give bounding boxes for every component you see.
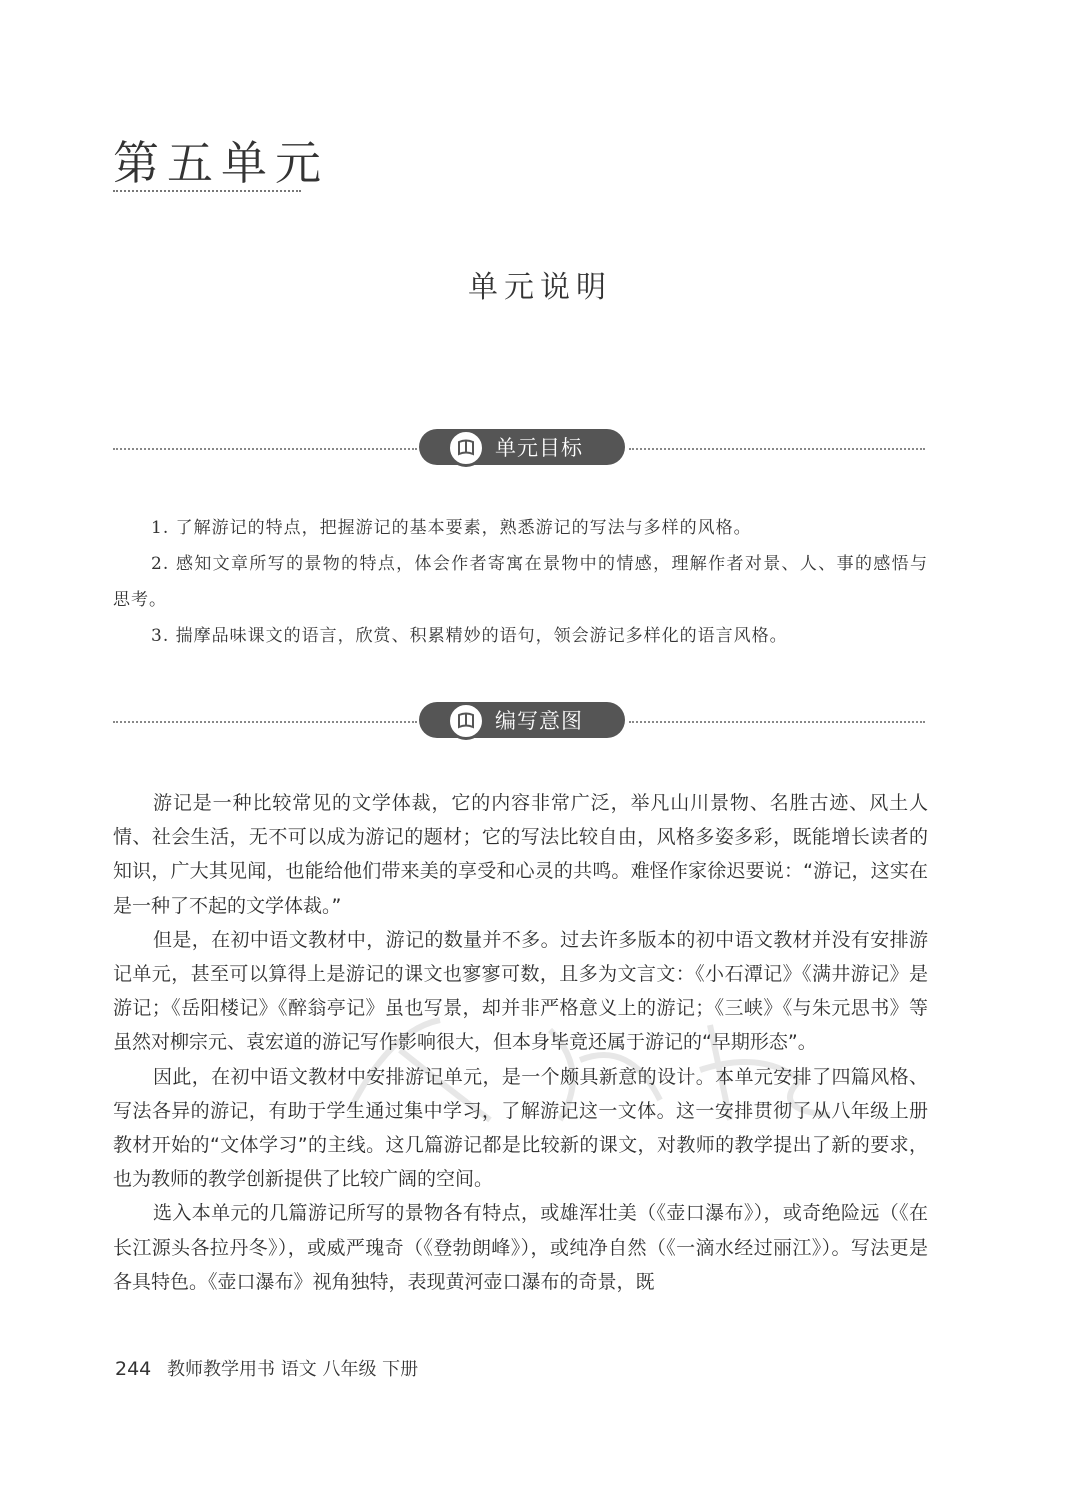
paragraph: 但是，在初中语文教材中，游记的数量并不多。过去许多版本的初中语文教材并没有安排游记单元，甚至可以算得上是游记的课文也寥寥可数，且多为文言文：《小石潭记》《满井游记》是游记；《岳阳楼记》《醉翁亭记》虽也写景，却并非严格意义上的游记；《三峡》《与朱元思书》等虽然对柳宗元、袁宏道的游记写作影响很大，但本身毕竟还属于游记的“早期形态”。 [113, 928, 928, 1054]
paragraph: 因此，在初中语文教材中安排游记单元，是一个颇具新意的设计。本单元安排了四篇风格、写法各异的游记，有助于学生通过集中学习，了解游记这一文体。这一安排贯彻了从八年级上册教材开始的“文体学习”的主线。这几篇游记都是比较新的课文，对教师的教学提出了新的要求，也为教师的教学创新提供了比较广阔的空间。 [113, 1065, 928, 1191]
dotted-rule-right [629, 721, 925, 723]
goal-item: 2. 感知文章所写的景物的特点，体会作者寄寓在景物中的情感，理解作者对景、人、事的感悟与思考。 [113, 554, 928, 610]
goals-banner [419, 429, 625, 465]
page-footer [115, 1356, 418, 1383]
goals-banner-row [113, 429, 925, 469]
book-icon [447, 429, 485, 467]
page-number: 244 [115, 1358, 152, 1380]
dotted-rule-left [113, 448, 417, 450]
goals-list [113, 510, 928, 654]
dotted-rule-right [629, 448, 925, 450]
unit-title-underline [113, 190, 301, 192]
intent-banner [419, 702, 625, 738]
paragraph: 选入本单元的几篇游记所写的景物各有特点，或雄浑壮美（《壶口瀑布》），或奇绝险远（《在长江源头各拉丹冬》），或威严瑰奇（《登勃朗峰》），或纯净自然（《一滴水经过丽江》）。写法更是各具特色。《壶口瀑布》视角独特，表现黄河壶口瀑布的奇景，既 [113, 1202, 928, 1293]
intent-body [113, 786, 928, 1299]
intent-banner-row [113, 702, 925, 742]
book-icon [447, 702, 485, 740]
book-title: 教师教学用书 语文 八年级 下册 [167, 1359, 419, 1380]
section-heading: 单元说明 [468, 270, 612, 305]
intent-banner-label: 编写意图 [495, 709, 583, 733]
paragraph: 游记是一种比较常见的文学体裁，它的内容非常广泛，举凡山川景物、名胜古迹、风土人情、社会生活，无不可以成为游记的题材；它的写法比较自由，风格多姿多彩，既能增长读者的知识，广大其见闻，也能给他们带来美的享受和心灵的共鸣。难怪作家徐迟要说：“游记，这实在是一种了不起的文学体裁。” [113, 792, 928, 917]
goal-item: 3. 揣摩品味课文的语言，欣赏、积累精妙的语句，领会游记多样化的语言风格。 [151, 626, 788, 646]
unit-title: 第五单元 [113, 136, 329, 190]
dotted-rule-left [113, 721, 417, 723]
goal-item: 1. 了解游记的特点，把握游记的基本要素，熟悉游记的写法与多样的风格。 [151, 518, 752, 538]
goals-banner-label: 单元目标 [495, 436, 583, 460]
